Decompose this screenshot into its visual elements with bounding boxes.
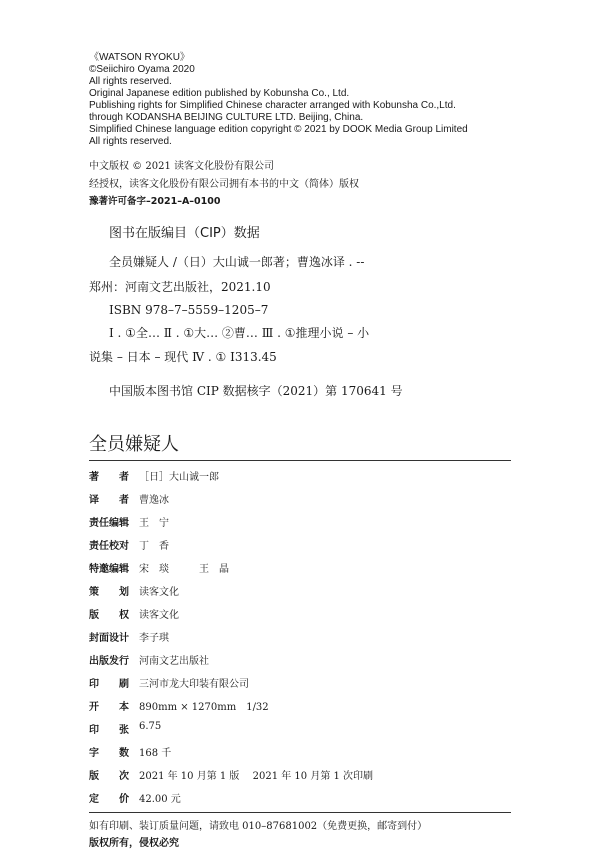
- credit-value: 三河市龙大印装有限公司: [139, 679, 249, 690]
- copyright-line: ©Seiichiro Oyama 2020: [89, 64, 195, 75]
- credit-label: 封面设计: [89, 633, 129, 644]
- copyright-line: Simplified Chinese language edition copyright © 2021 by DOOK Media Group Limited: [89, 124, 468, 135]
- credit-label: 印 张: [89, 725, 129, 736]
- credit-value: 丁 香: [139, 541, 169, 552]
- cip-heading: 图书在版编目（CIP）数据: [109, 226, 260, 241]
- credit-label: 开 本: [89, 702, 129, 713]
- credit-value: 42.00 元: [139, 794, 181, 805]
- credit-value: 宋 琰 王 晶: [139, 564, 229, 575]
- credit-label: 责任编辑: [89, 518, 129, 529]
- credit-value: 王 宁: [139, 518, 169, 529]
- credit-label: 特邀编辑: [89, 564, 129, 575]
- record-number: 豫著许可备字–2021–A–0100: [89, 196, 221, 207]
- cip-line: ISBN 978–7–5559–1205–7: [109, 303, 269, 317]
- credit-label: 著 者: [89, 472, 129, 483]
- credit-value: 曹逸冰: [139, 495, 169, 506]
- rights-notice: 版权所有，侵权必究: [89, 838, 179, 849]
- credit-label: 印 刷: [89, 679, 129, 690]
- credit-value: 168 千: [139, 748, 172, 759]
- credit-label: 版 权: [89, 610, 129, 621]
- copyright-line: Publishing rights for Simplified Chinese character arranged with Kobunsha Co.,Ltd.: [89, 100, 456, 111]
- quality-notice: 如有印刷、装订质量问题，请致电 010–87681002（免费更换，邮寄到付）: [89, 821, 428, 832]
- credit-value: 6.75: [139, 721, 162, 732]
- cip-line: 郑州：河南文艺出版社，2021.10: [89, 280, 271, 294]
- credit-value: 李子琪: [139, 633, 169, 644]
- cip-line: 全员嫌疑人 /（日）大山诚一郎著；曹逸冰译 . --: [109, 255, 365, 269]
- copyright-line: 《WATSON RYOKU》: [89, 52, 190, 63]
- credit-value: 890mm × 1270mm 1/32: [139, 702, 269, 713]
- credit-value: 河南文艺出版社: [139, 656, 209, 667]
- book-title: 全员嫌疑人: [89, 434, 179, 455]
- cn-copyright: 中文版权 © 2021 读客文化股份有限公司: [89, 161, 274, 172]
- credit-label: 策 划: [89, 587, 129, 598]
- cip-verification: 中国版本图书馆 CIP 数据核字（2021）第 170641 号: [109, 384, 403, 398]
- credit-label: 责任校对: [89, 541, 129, 552]
- cip-line: 说集 – 日本 – 现代 Ⅳ . ① I313.45: [89, 350, 277, 364]
- cn-license: 经授权，读客文化股份有限公司拥有本书的中文（简体）版权: [89, 179, 359, 190]
- credit-label: 版 次: [89, 771, 129, 782]
- title-divider: [89, 460, 511, 461]
- copyright-line: All rights reserved.: [89, 76, 172, 87]
- credit-value: ［日］大山诚一郎: [139, 472, 219, 483]
- copyright-line: Original Japanese edition published by Kobunsha Co., Ltd.: [89, 88, 350, 99]
- copyright-line: through KODANSHA BEIJING CULTURE LTD. Beijing, China.: [89, 112, 364, 123]
- credit-label: 字 数: [89, 748, 129, 759]
- credit-label: 译 者: [89, 495, 129, 506]
- cip-line: Ⅰ . ①全… Ⅱ . ①大… ②曹… Ⅲ . ①推理小说 – 小: [109, 326, 370, 340]
- copyright-line: All rights reserved.: [89, 136, 172, 147]
- credit-label: 出版发行: [89, 656, 129, 667]
- footer-divider: [89, 812, 511, 813]
- credit-value: 读客文化: [139, 587, 179, 598]
- credit-value: 2021 年 10 月第 1 版 2021 年 10 月第 1 次印刷: [139, 771, 374, 782]
- credit-value: 读客文化: [139, 610, 179, 621]
- credit-label: 定 价: [89, 794, 129, 805]
